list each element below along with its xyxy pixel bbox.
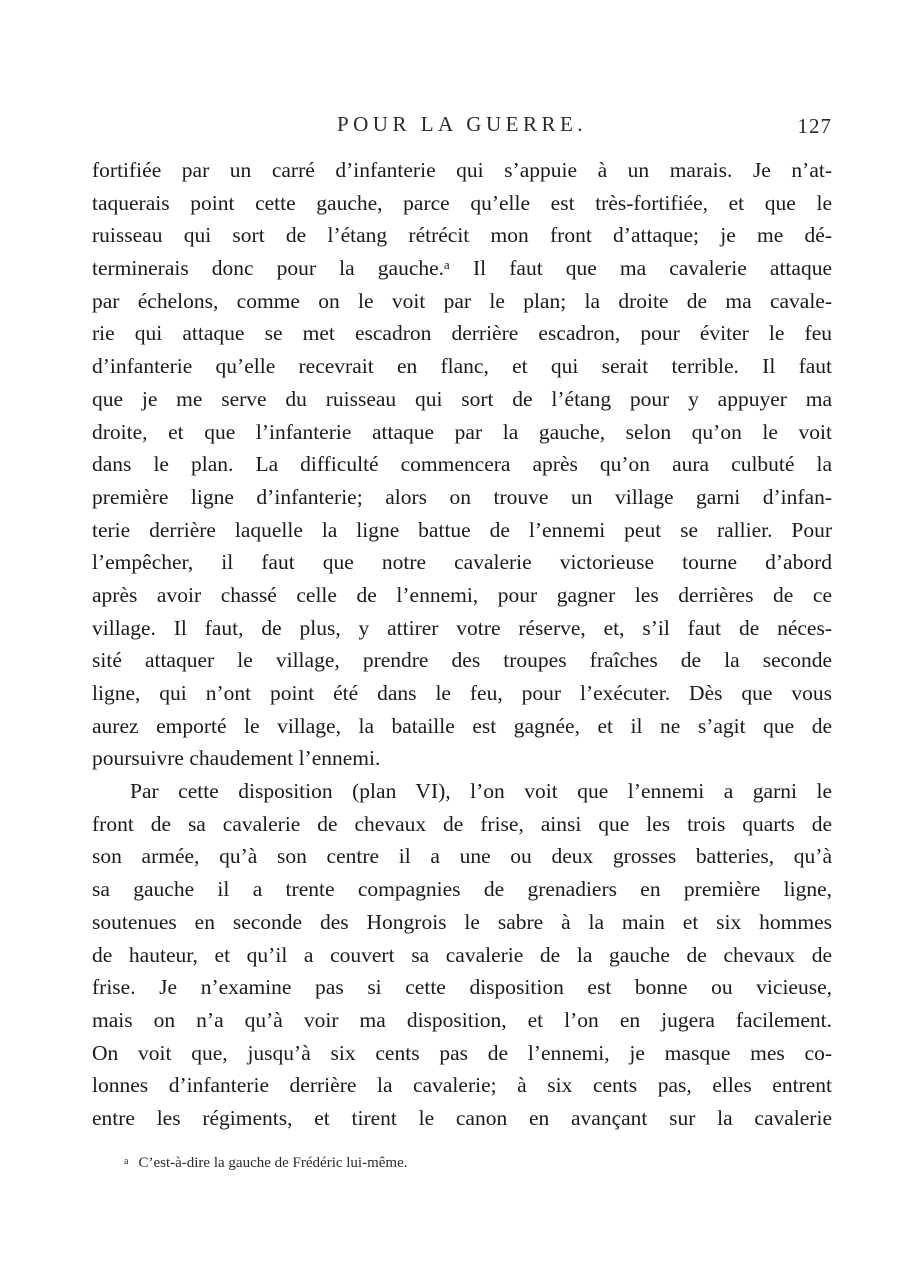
- text-line: après avoir chassé celle de l’ennemi, pour gagner les derrières de ce: [92, 582, 832, 607]
- text-line: première ligne d’infanterie; alors on trouve un village garni d’infan-: [92, 484, 832, 509]
- text-line: sa gauche il a trente compagnies de grenadiers en première ligne,: [92, 877, 832, 902]
- text-line: fortifiée par un carré d’infanterie qui s’appuie à un marais. Je n’at-: [92, 158, 832, 182]
- text-line: On voit que, jusqu’à six cents pas de l’ennemi, je masque mes co-: [92, 1040, 832, 1065]
- text-line: l’empêcher, il faut que notre cavalerie victorieuse tourne d’abord: [92, 550, 832, 575]
- text-line: ligne, qui n’ont point été dans le feu, pour l’exécuter. Dès que vous: [92, 681, 832, 705]
- text-line: dans le plan. La difficulté commencera après qu’on aura culbuté la: [92, 452, 832, 477]
- text-line: village. Il faut, de plus, y attirer votre réserve, et, s’il faut de néces-: [92, 615, 832, 640]
- text-line: mais on n’a qu’à voir ma disposition, et l’on en jugera facilement.: [92, 1007, 832, 1032]
- text-line: lonnes d’infanterie derrière la cavalerie; à six cents pas, elles entrent: [92, 1073, 832, 1098]
- text-line: terminerais donc pour la gauche.ᵃ Il faut que ma cavalerie attaque: [92, 256, 832, 281]
- text-line: que je me serve du ruisseau qui sort de l’étang pour y appuyer ma: [92, 386, 832, 411]
- text-line: poursuivre chaudement l’ennemi.: [92, 746, 381, 771]
- text-line-paragraph-start: Par cette disposition (plan VI), l’on voit que l’ennemi a garni le: [130, 779, 832, 804]
- running-head: [92, 112, 832, 142]
- text-line: frise. Je n’examine pas si cette disposition est bonne ou vicieuse,: [92, 975, 832, 1000]
- text-line: rie qui attaque se met escadron derrière escadron, pour éviter le feu: [92, 321, 832, 346]
- text-line: son armée, qu’à son centre il a une ou deux grosses batteries, qu’à: [92, 844, 832, 869]
- text-line: ruisseau qui sort de l’étang rétrécit mon front d’attaque; je me dé-: [92, 223, 832, 248]
- text-line: terie derrière laquelle la ligne battue de l’ennemi peut se rallier. Pour: [92, 517, 832, 542]
- text-line: par échelons, comme on le voit par le plan; la droite de ma cavale-: [92, 288, 832, 313]
- text-line: soutenues en seconde des Hongrois le sabre à la main et six hommes: [92, 909, 832, 934]
- text-line: aurez emporté le village, la bataille est gagnée, et il ne s’agit que de: [92, 713, 832, 738]
- footnote: [124, 1152, 824, 1173]
- page-number: 127: [797, 114, 832, 138]
- text-line: d’infanterie qu’elle recevrait en flanc, et qui serait terrible. Il faut: [92, 354, 832, 379]
- running-title: POUR LA GUERRE.: [336, 112, 588, 136]
- text-line: taquerais point cette gauche, parce qu’elle est très-fortifiée, et que le: [92, 190, 832, 215]
- text-line: droite, et que l’infanterie attaque par la gauche, selon qu’on le voit: [92, 419, 832, 444]
- footnote-text: C’est-à-dire la gauche de Frédéric lui-même.: [138, 1155, 408, 1171]
- text-line: front de sa cavalerie de chevaux de frise, ainsi que les trois quarts de: [92, 811, 832, 836]
- text-line: entre les régiments, et tirent le canon en avançant sur la cavalerie: [92, 1105, 832, 1130]
- body-text: [92, 154, 832, 1135]
- text-line: sité attaquer le village, prendre des troupes fraîches de la seconde: [92, 648, 832, 673]
- footnote-marker: a: [124, 1156, 129, 1167]
- text-line: de hauteur, et qu’il a couvert sa cavalerie de la gauche de chevaux de: [92, 942, 832, 967]
